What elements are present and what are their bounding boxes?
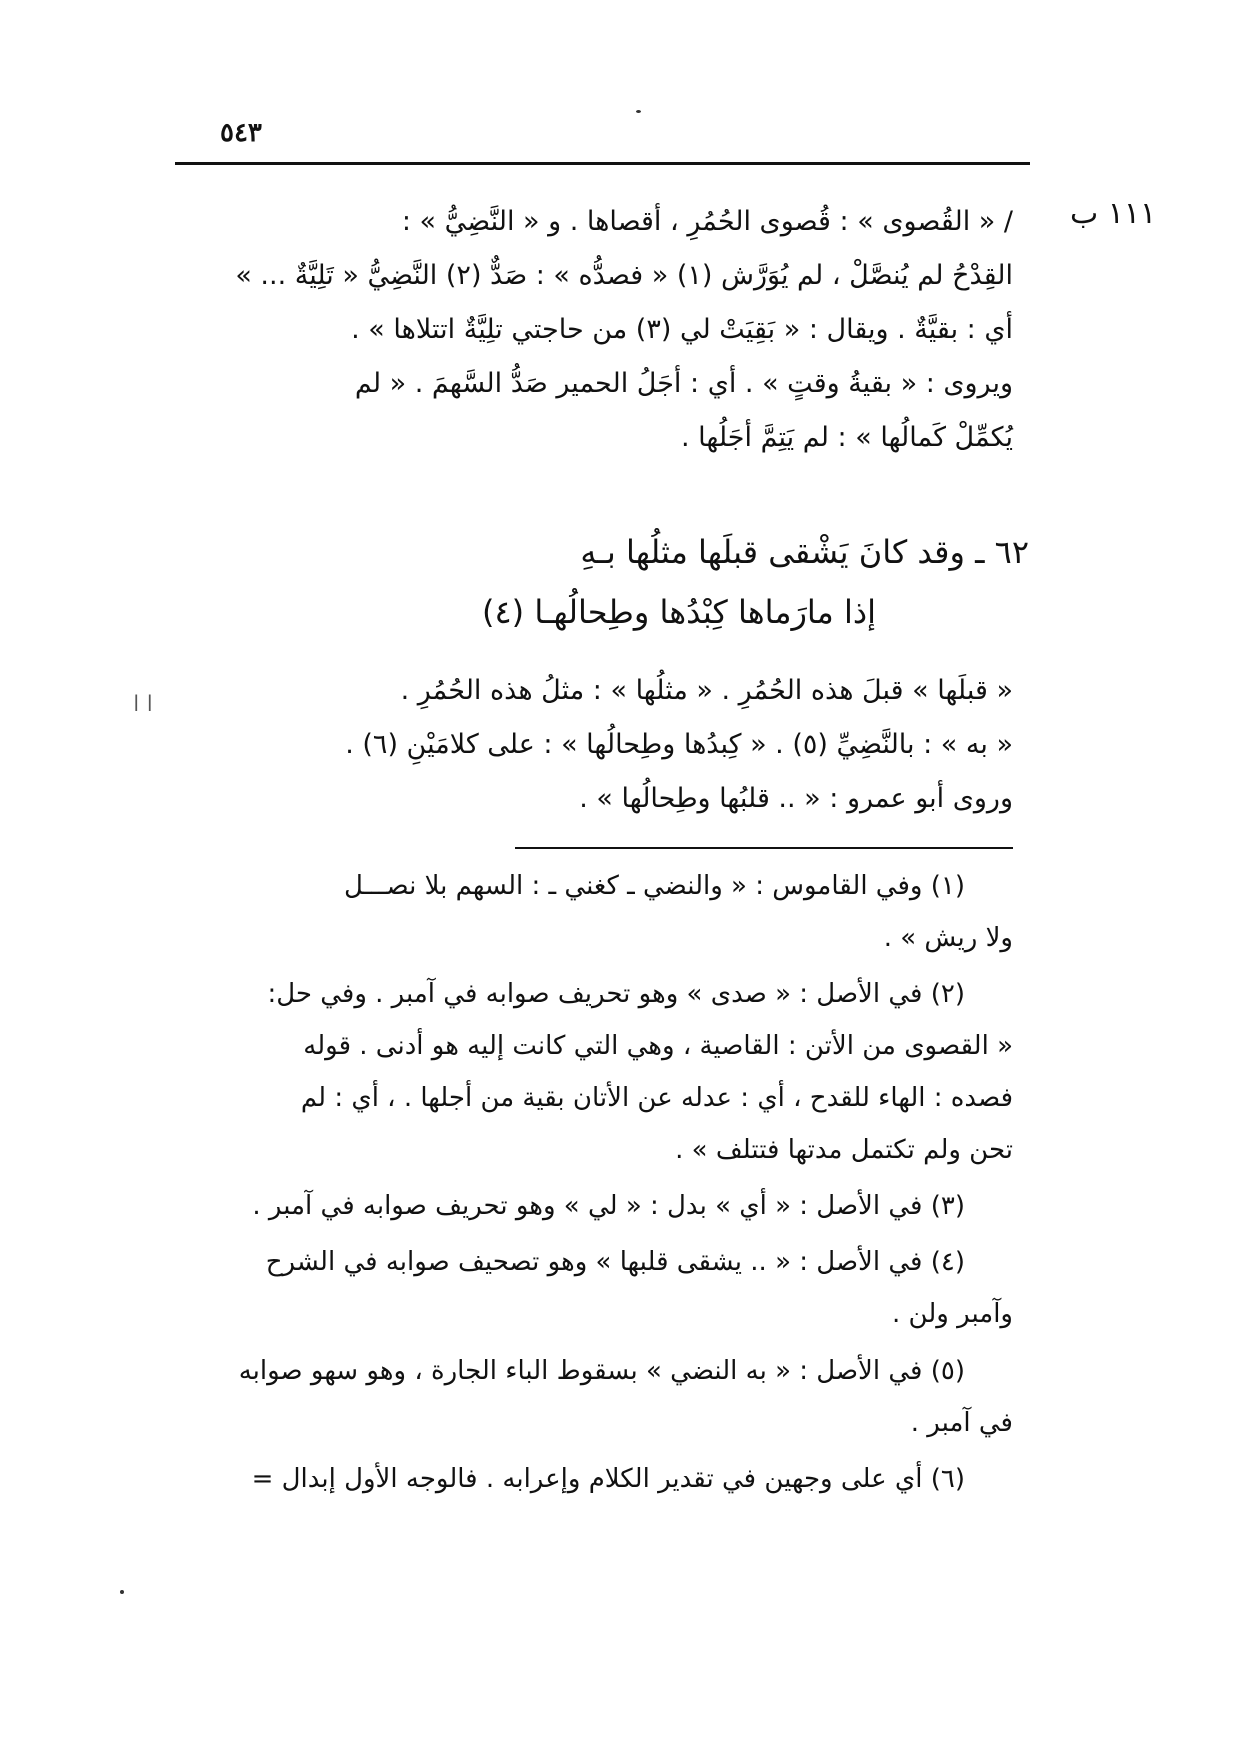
footnote-2 xyxy=(185,968,1013,1176)
footnote-line: تحن ولم تكتمل مدتها فتتلف » . xyxy=(675,1135,1013,1165)
commentary-block xyxy=(185,664,1013,826)
footnote-6 xyxy=(185,1453,1013,1505)
commentary-line: ويروى : « بقيةُ وقتٍ » . أي : أجَلُ الحمير صَدُّ السَّهمَ . « لم xyxy=(354,368,1013,399)
footnote-5 xyxy=(185,1345,1013,1449)
footnote-line: (٢) في الأصل : « صدى » وهو تحريف صوابه في آمبر . وفي حل: xyxy=(267,979,965,1009)
commentary-line: « قبلَها » قبلَ هذه الحُمُرِ . « مثلُها » : مثلُ هذه الحُمُرِ . xyxy=(400,675,1013,706)
scan-speck xyxy=(120,1590,124,1594)
footnote-line: (٣) في الأصل : « أي » بدل : « لي » وهو تحريف صوابه في آمبر . xyxy=(252,1191,965,1221)
footnote-line: (٦) أي على وجهين في تقدير الكلام وإعرابه . فالوجه الأول إبدال = xyxy=(251,1464,965,1494)
footnote-3 xyxy=(185,1180,1013,1232)
footnote-line: ولا ريش » . xyxy=(883,923,1013,953)
footnote-line: « القصوى من الأتن : القاصية ، وهي التي كانت إليه هو أدنى . قوله xyxy=(303,1031,1013,1061)
manuscript-folio-marker: ١١١ ب xyxy=(1070,196,1157,231)
commentary-line: القِدْحُ لم يُنصَّلْ ، لم يُوَرَّش (١) « فصدُّه » : صَدٌّ (٢) النَّضِيُّ « تَلِيَّةٌ ... » xyxy=(235,260,1013,291)
footnote-line: في آمبر . xyxy=(910,1408,1013,1438)
footnote-line: فصده : الهاء للقدح ، أي : عدله عن الأتان بقية من أجلها . ، أي : لم xyxy=(300,1083,1013,1113)
commentary-line: « به » : بالنَّضِيِّ (٥) . « كِبدُها وطِحالُها » : على كلامَيْنِ (٦) . xyxy=(345,729,1013,760)
footnote-line: (٤) في الأصل : « .. يشقى قلبها » وهو تصحيف صوابه في الشرح xyxy=(265,1247,965,1277)
commentary-line: أي : بقيَّةٌ . ويقال : « بَقِيَتْ لي (٣) من حاجتي تلِيَّةٌ اتتلاها » . xyxy=(351,314,1013,345)
commentary-line: / « القُصوى » : قُصوى الحُمُرِ ، أقصاها . و « النَّضِيُّ » : xyxy=(401,206,1013,237)
commentary-line: يُكمِّلْ كَمالُها » : لم يَتِمَّ أجَلُها . xyxy=(681,422,1013,453)
scan-speck xyxy=(636,110,641,113)
commentary-block xyxy=(185,195,1013,465)
scan-margin-mark: ǀ ǀ xyxy=(133,692,153,717)
commentary-line: وروى أبو عمرو : « .. قلبُها وطِحالُها » . xyxy=(579,783,1013,814)
header-rule xyxy=(175,162,1030,165)
footnote-separator xyxy=(515,847,1013,849)
verse-second-hemistich: إذا مارَماها كِبْدُها وطِحالُهـا (٤) xyxy=(482,593,876,631)
verse-first-hemistich: ٦٢ ـ وقد كانَ يَشْقى قبلَها مثلُها بـهِ xyxy=(580,533,1029,571)
page-number: ٥٤٣ xyxy=(220,118,262,148)
footnote-line: (٥) في الأصل : « به النضي » بسقوط الباء الجارة ، وهو سهو صوابه xyxy=(238,1356,965,1386)
footnote-1 xyxy=(185,860,1013,964)
footnote-line: (١) وفي القاموس : « والنضي ـ كغني ـ : السهم بلا نصـــل xyxy=(344,871,965,901)
footnote-line: وآمبر ولن . xyxy=(892,1299,1013,1329)
footnote-4 xyxy=(185,1236,1013,1340)
